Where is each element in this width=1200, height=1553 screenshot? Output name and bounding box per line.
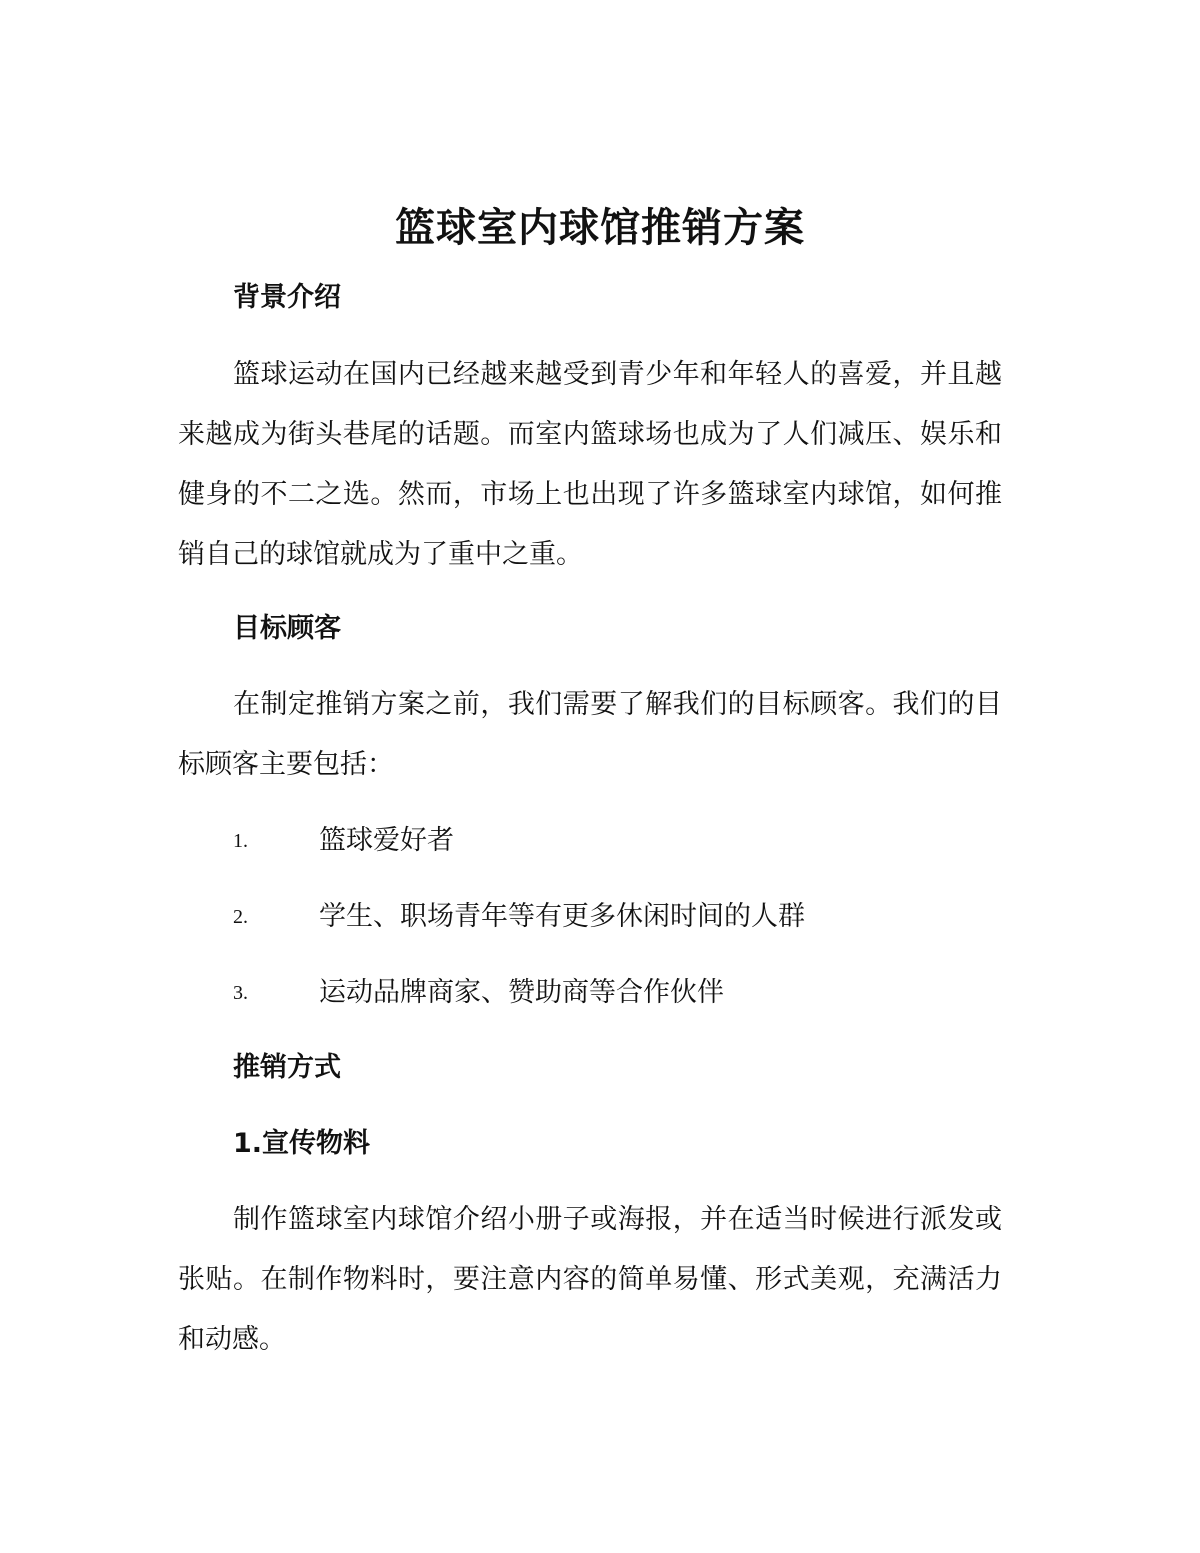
list-item-text: 篮球爱好者 [319,825,454,856]
section-heading-background: 背景介绍 [233,282,341,313]
list-item [233,821,1013,861]
section-heading-sales-methods: 推销方式 [233,1052,341,1083]
list-item-text: 运动品牌商家、赞助商等合作伙伴 [319,977,724,1008]
paragraph-target-customers: 在制定推销方案之前，我们需要了解我们的目标顾客。我们的目标顾客主要包括： [178,689,1002,780]
list-item [233,897,1013,937]
paragraph-promo-materials: 制作篮球室内球馆介绍小册子或海报，并在适当时候进行派发或张贴。在制作物料时，要注意内容的简单易懂、形式美观，充满活力和动感。 [178,1204,1002,1355]
paragraph-background: 篮球运动在国内已经越来越受到青少年和年轻人的喜爱，并且越来越成为街头巷尾的话题。而室内篮球场也成为了人们减压、娱乐和健身的不二之选。然而，市场上也出现了许多篮球室内球馆，如何推销自己的球馆就成为了重中之重。 [178,359,1002,570]
list-item-number: 1. [233,830,248,852]
section-heading-target-customers: 目标顾客 [233,613,341,644]
page-title: 篮球室内球馆推销方案 [395,205,805,251]
list-item-number: 2. [233,906,248,928]
list-item [233,973,1013,1013]
subsection-heading-promo-materials: 1.宣传物料 [233,1128,371,1159]
list-item-number: 3. [233,982,248,1004]
list-item-text: 学生、职场青年等有更多休闲时间的人群 [319,901,805,932]
